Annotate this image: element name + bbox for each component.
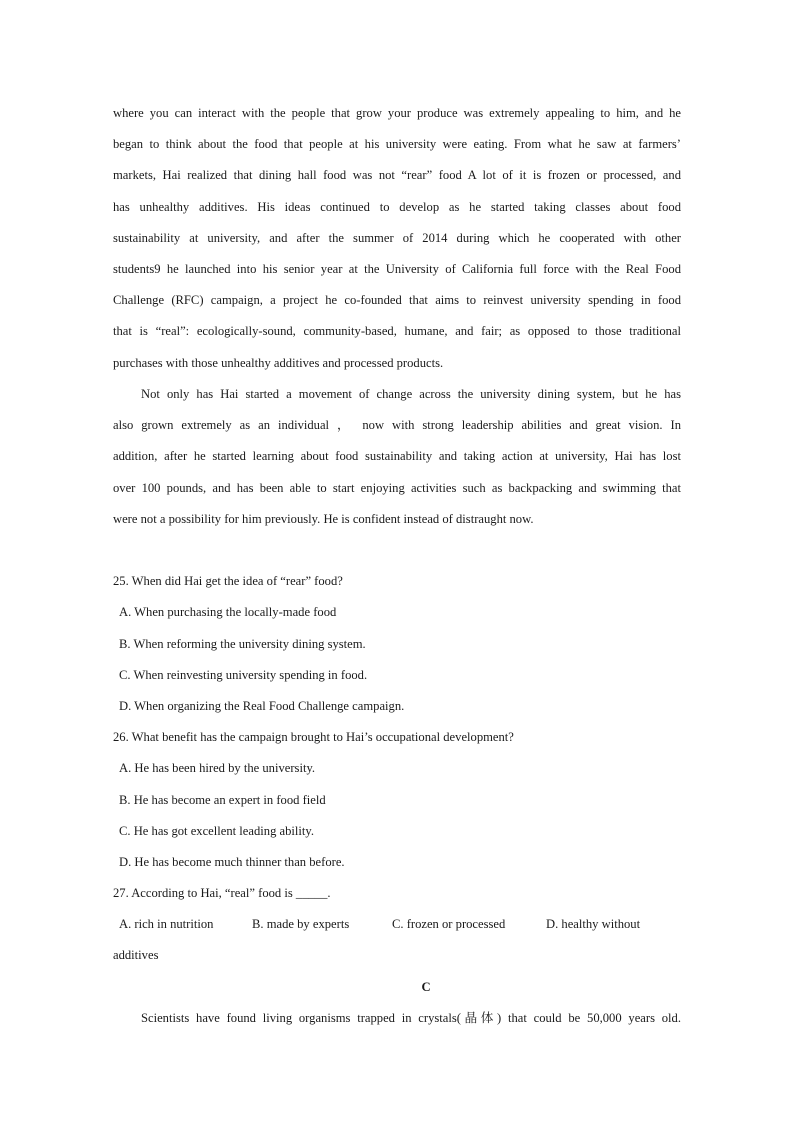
passage-line: markets, Hai realized that dining hall food was not “rear” food A lot of it is frozen or processed, and [113,168,681,182]
answer-option: B. When reforming the university dining system. [119,637,366,651]
answer-option: B. He has become an expert in food field [119,793,326,807]
section-heading: C [421,980,431,994]
answer-option: C. When reinvesting university spending in food. [119,668,368,682]
passage-line: students9 he launched into his senior year at the University of California full force with the Real Food [113,262,681,276]
answer-option: C. frozen or processed [392,917,506,931]
answer-option: A. When purchasing the locally-made food [119,605,337,619]
passage-line: Challenge (RFC) campaign, a project he co-founded that aims to reinvest university spending in food [113,293,681,307]
passage-line: Not only has Hai started a movement of change across the university dining system, but he has [141,387,681,401]
answer-option: A. rich in nutrition [119,917,214,931]
passage-line: sustainability at university, and after the summer of 2014 during which he cooperated with other [113,231,681,245]
passage-line: that is “real”: ecologically-sound, community-based, humane, and fair; as opposed to those traditional [113,324,681,338]
question-stem: 25. When did Hai get the idea of “rear” food? [113,574,343,588]
passage-line: over 100 pounds, and has been able to start enjoying activities such as backpacking and swimming that [113,481,681,495]
passage-line: purchases with those unhealthy additives and processed products. [113,356,444,370]
answer-option: D. When organizing the Real Food Challenge campaign. [119,699,405,713]
answer-option: D. healthy without [546,917,641,931]
passage-line: Scientists have found living organisms trapped in crystals(晶体) that could be 50,000 years old. [141,1011,681,1025]
answer-option: C. He has got excellent leading ability. [119,824,315,838]
passage-line: began to think about the food that people at his university were eating. From what he saw at farmers’ [113,137,681,151]
question-stem: 26. What benefit has the campaign brought to Hai’s occupational development? [113,730,514,744]
passage-line: were not a possibility for him previously. He is confident instead of distraught now. [113,512,534,526]
answer-option: A. He has been hired by the university. [119,761,316,775]
answer-option: D. He has become much thinner than before. [119,855,345,869]
passage-line: addition, after he started learning about food sustainability and taking action at university, Hai has lost [113,449,681,463]
passage-line: where you can interact with the people that grow your produce was extremely appealing to him, and he [113,106,681,120]
question-stem: 27. According to Hai, “real” food is _____. [113,886,331,900]
answer-option-continuation: additives [113,948,159,962]
answer-option: B. made by experts [252,917,350,931]
passage-line: has unhealthy additives. His ideas continued to develop as he started taking classes about food [113,200,681,214]
passage-line: also grown extremely as an individual ， now with strong leadership abilities and great vision. In [113,418,681,432]
